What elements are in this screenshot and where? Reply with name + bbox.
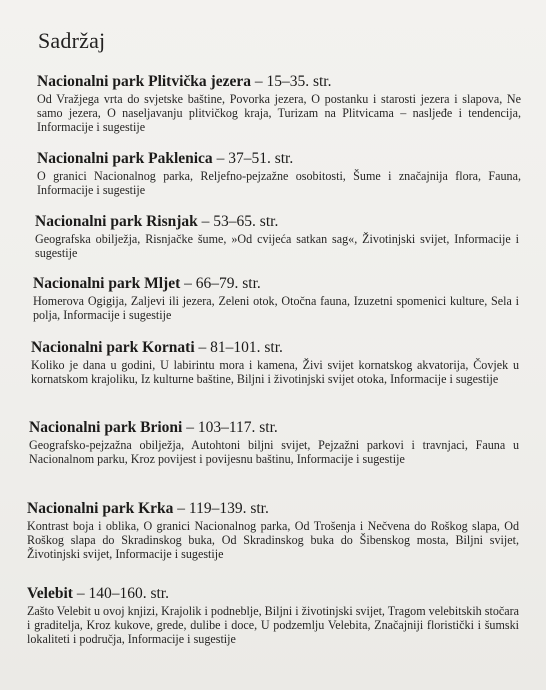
toc-entry-risnjak (35, 213, 519, 260)
toc-entry-description: Od Vražjega vrta do svjetske baštine, Povorka jezera, O postanku i starosti jezera i slapova, Ne samo jezera, O naseljavanju plitvičkog kraja, Turizam na Plitvicama – nasljeđe i tendencija, Informacije i sugestije (37, 92, 521, 135)
page-range: – 66–79. str. (180, 275, 261, 292)
park-name: Nacionalni park Paklenica (37, 150, 213, 167)
toc-entry-heading (27, 500, 519, 518)
toc-entry-brioni (29, 419, 519, 466)
page-range: – 37–51. str. (212, 150, 294, 167)
page-title: Sadržaj (38, 28, 106, 53)
toc-entry-description: Homerova Ogigija, Zaljevi ili jezera, Zeleni otok, Otočna fauna, Izuzetni spomenici kulture, Sela i polja, Informacije i sugestije (33, 294, 519, 323)
page-range: – 53–65. str. (197, 213, 279, 230)
toc-entry-heading (33, 275, 519, 293)
toc-entry-heading (31, 339, 519, 357)
toc-entry-heading (35, 213, 519, 231)
toc-entry-description: Geografsko-pejzažna obilježja, Autohtoni biljni svijet, Pejzažni parkovi i travnjaci, Fauna u Nacionalnom parku, Kroz povijest i povijesnu baštinu, Informacije i sugestije (29, 438, 519, 467)
page-range: – 81–101. str. (194, 339, 283, 356)
toc-entry-description: Kontrast boja i oblika, O granici Nacionalnog parka, Od Trošenja i Nečvena do Roškog slapa, Od Roškog slapa do Skradinskog buka, Od Skradinskog buka do Šibenskog mosta, Biljni svijet, Životinjski svijet, Informacije i sugestije (27, 519, 519, 562)
park-name: Nacionalni park Plitvička jezera (37, 73, 251, 90)
page-range: – 140–160. str. (72, 585, 169, 602)
park-name: Nacionalni park Kornati (31, 339, 195, 356)
toc-entry-description: Koliko je dana u godini, U labirintu mora i kamena, Živi svijet kornatskog akvatorija, Čovjek u kornatskom krajoliku, Iz kulturne baštine, Biljni i životinjski svijet otoka, Informacije i sugestije (31, 358, 519, 387)
toc-entry-paklenica (37, 150, 521, 197)
page-range: – 15–35. str. (250, 73, 332, 90)
page-range: – 103–117. str. (182, 419, 278, 436)
toc-entry-description: O granici Nacionalnog parka, Reljefno-pejzažne osobitosti, Šume i značajnija flora, Fauna, Informacije i sugestije (37, 169, 521, 198)
toc-entry-heading (29, 419, 519, 437)
toc-entry-heading (37, 150, 521, 168)
park-name: Nacionalni park Brioni (29, 419, 183, 436)
toc-entry-krka (27, 500, 519, 562)
toc-entry-description: Geografska obilježja, Risnjačke šume, »Od cvijeća satkan sag«, Životinjski svijet, Informacije i sugestije (35, 232, 519, 261)
park-name: Velebit (27, 585, 73, 602)
toc-entry-plitvicka-jezera (37, 73, 521, 135)
park-name: Nacionalni park Krka (27, 500, 174, 517)
park-name: Nacionalni park Mljet (33, 275, 181, 292)
park-name: Nacionalni park Risnjak (35, 213, 198, 230)
toc-entry-velebit (27, 585, 519, 647)
toc-entry-heading (37, 73, 521, 91)
toc-entry-mljet (33, 275, 519, 322)
toc-entry-description: Zašto Velebit u ovoj knjizi, Krajolik i podneblje, Biljni i životinjski svijet, Tragom velebitskih stočara i graditelja, Kroz kukove, grede, dulibe i doce, U podzemlju Velebita, Značajniji floristički i šumski lokaliteti i područja, Informacije i sugestije (27, 604, 519, 647)
page-range: – 119–139. str. (173, 500, 269, 517)
toc-entry-heading (27, 585, 519, 603)
toc-entry-kornati (31, 339, 519, 386)
